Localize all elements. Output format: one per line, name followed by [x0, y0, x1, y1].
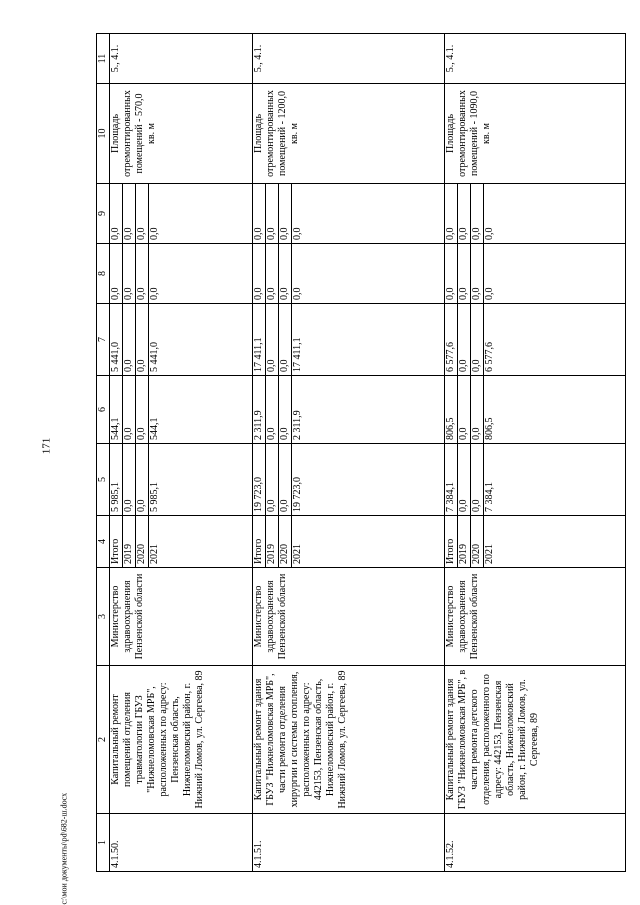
- local-budget-value: 0,0: [123, 244, 136, 303]
- regional-budget: [253, 376, 445, 444]
- local-budget-value: 0,0: [471, 244, 484, 303]
- local-budget-value: 0,0: [110, 244, 123, 303]
- total-funding: [445, 444, 626, 516]
- total-funding-value: 19 723,0: [292, 477, 303, 512]
- year-cell: [445, 516, 626, 568]
- other-sources-value: 0,0: [445, 184, 458, 243]
- other-sources: [253, 184, 445, 244]
- federal-budget-value: 5 441,0: [149, 342, 160, 372]
- other-sources: [110, 184, 253, 244]
- other-sources-value: 0,0: [458, 184, 471, 243]
- year-cell-value: Итого: [110, 516, 123, 567]
- result-indicator: Площадь отремонтированных помещений - 570,0 кв. м: [110, 84, 253, 184]
- other-sources: [445, 184, 626, 244]
- federal-budget: [445, 304, 626, 376]
- year-cell-value: 2019: [123, 516, 136, 567]
- other-sources-value: 0,0: [266, 184, 279, 243]
- local-budget: [445, 244, 626, 304]
- program-table: [96, 33, 626, 872]
- page-number: 171: [40, 437, 53, 455]
- federal-budget: [110, 304, 253, 376]
- local-budget: [253, 244, 445, 304]
- local-budget-value: 0,0: [266, 244, 279, 303]
- table-row: [110, 34, 253, 872]
- footer-file-path: c:\мои документы\pd\682-ш.docx: [59, 792, 69, 905]
- local-budget-value: 0,0: [484, 287, 495, 300]
- year-cell-value: 2019: [458, 516, 471, 567]
- link-code: 5., 4.1.: [110, 34, 253, 84]
- header-col-4: 4: [97, 516, 110, 568]
- federal-budget-value: 5 441,0: [110, 304, 123, 375]
- local-budget-value: 0,0: [136, 244, 149, 303]
- total-funding-value: 0,0: [123, 444, 136, 515]
- other-sources-value: 0,0: [136, 184, 149, 243]
- regional-budget-value: 0,0: [266, 376, 279, 443]
- federal-budget-value: 17 411,1: [292, 337, 303, 372]
- total-funding-value: 7 384,1: [484, 482, 495, 512]
- link-code: 5., 4.1.: [445, 34, 626, 84]
- regional-budget: [110, 376, 253, 444]
- year-cell-value: 2021: [484, 544, 495, 564]
- header-col-6: 6: [97, 376, 110, 444]
- total-funding-value: 19 723,0: [253, 444, 266, 515]
- local-budget-value: 0,0: [458, 244, 471, 303]
- row-number: 4.1.50.: [110, 814, 253, 872]
- total-funding-value: 0,0: [458, 444, 471, 515]
- regional-budget-value: 2 311,9: [292, 410, 303, 440]
- federal-budget: [253, 304, 445, 376]
- total-funding-value: 5 985,1: [110, 444, 123, 515]
- year-cell-value: 2020: [279, 516, 292, 567]
- year-cell: [253, 516, 445, 568]
- other-sources-value: 0,0: [471, 184, 484, 243]
- federal-budget-value: 6 577,6: [484, 342, 495, 372]
- measure-name: Капитальный ремонт здания ГБУЗ "Нижнеломовская МРБ", части ремонта отделения хирургии и системы отопления, расположенных по адресу: 442153, Пензенская область, Нижнеломовский район, г. Нижний Ломов, ул. Сергеева, 89: [253, 666, 445, 814]
- local-budget-value: 0,0: [292, 287, 303, 300]
- year-cell: [110, 516, 253, 568]
- link-code: 5., 4.1.: [253, 34, 445, 84]
- header-row: [97, 34, 110, 872]
- other-sources-value: 0,0: [279, 184, 292, 243]
- total-funding: [253, 444, 445, 516]
- row-number: 4.1.51.: [253, 814, 445, 872]
- responsible-org: Министерство здравоохранения Пензенской области: [253, 568, 445, 666]
- year-cell-value: Итого: [253, 516, 266, 567]
- federal-budget-value: 0,0: [279, 304, 292, 375]
- federal-budget-value: 0,0: [266, 304, 279, 375]
- regional-budget-value: 2 311,9: [253, 376, 266, 443]
- federal-budget-value: 0,0: [136, 304, 149, 375]
- local-budget-value: 0,0: [279, 244, 292, 303]
- year-cell-value: 2019: [266, 516, 279, 567]
- other-sources-value: 0,0: [484, 227, 495, 240]
- year-cell-value: 2021: [149, 544, 160, 564]
- responsible-org: Министерство здравоохранения Пензенской области: [110, 568, 253, 666]
- federal-budget-value: 0,0: [123, 304, 136, 375]
- header-col-8: 8: [97, 244, 110, 304]
- regional-budget-value: 806,5: [484, 417, 495, 440]
- total-funding-value: 0,0: [471, 444, 484, 515]
- header-col-7: 7: [97, 304, 110, 376]
- header-col-10: 10: [97, 84, 110, 184]
- table-row: [445, 34, 626, 872]
- year-cell-value: 2020: [471, 516, 484, 567]
- measure-name: Капитальный ремонт здания ГБУЗ "Нижнеломовская МРБ", в части ремонта детского отделения, расположенного по адресу: 442153, Пензенская область, Нижнеломовский район, г. Нижний Ломов, ул. Сергеева, 89: [445, 666, 626, 814]
- total-funding: [110, 444, 253, 516]
- result-indicator: Площадь отремонтированных помещений - 1200,0 кв. м: [253, 84, 445, 184]
- regional-budget-value: 0,0: [458, 376, 471, 443]
- header-col-9: 9: [97, 184, 110, 244]
- result-indicator: Площадь отремонтированных помещений - 1090,0 кв. м: [445, 84, 626, 184]
- header-col-1: 1: [97, 814, 110, 872]
- local-budget: [110, 244, 253, 304]
- federal-budget-value: 0,0: [458, 304, 471, 375]
- other-sources-value: 0,0: [292, 227, 303, 240]
- header-col-2: 2: [97, 666, 110, 814]
- other-sources-value: 0,0: [110, 184, 123, 243]
- total-funding-value: 0,0: [136, 444, 149, 515]
- header-col-11: 11: [97, 34, 110, 84]
- local-budget-value: 0,0: [445, 244, 458, 303]
- other-sources-value: 0,0: [123, 184, 136, 243]
- regional-budget-value: 806,5: [445, 376, 458, 443]
- regional-budget-value: 0,0: [279, 376, 292, 443]
- header-col-3: 3: [97, 568, 110, 666]
- program-table-rotated: [96, 34, 624, 872]
- year-cell-value: Итого: [445, 516, 458, 567]
- table-row: [253, 34, 445, 872]
- local-budget-value: 0,0: [149, 287, 160, 300]
- regional-budget-value: 544,1: [149, 417, 160, 440]
- row-number: 4.1.52.: [445, 814, 626, 872]
- local-budget-value: 0,0: [253, 244, 266, 303]
- regional-budget-value: 544,1: [110, 376, 123, 443]
- year-cell-value: 2021: [292, 544, 303, 564]
- total-funding-value: 7 384,1: [445, 444, 458, 515]
- regional-budget-value: 0,0: [136, 376, 149, 443]
- regional-budget-value: 0,0: [471, 376, 484, 443]
- other-sources-value: 0,0: [253, 184, 266, 243]
- federal-budget-value: 0,0: [471, 304, 484, 375]
- other-sources-value: 0,0: [149, 227, 160, 240]
- total-funding-value: 0,0: [279, 444, 292, 515]
- total-funding-value: 5 985,1: [149, 482, 160, 512]
- year-cell-value: 2020: [136, 516, 149, 567]
- responsible-org: Министерство здравоохранения Пензенской области: [445, 568, 626, 666]
- total-funding-value: 0,0: [266, 444, 279, 515]
- federal-budget-value: 6 577,6: [445, 304, 458, 375]
- header-col-5: 5: [97, 444, 110, 516]
- regional-budget: [445, 376, 626, 444]
- federal-budget-value: 17 411,1: [253, 304, 266, 375]
- measure-name: Капитальный ремонт помещений отделения травматологии ГБУЗ "Нижнеломовская МРБ", расположенных по адресу: Пензенская область, Нижнеломовский район, г. Нижний Ломов, ул. Сергеева, 89: [110, 666, 253, 814]
- regional-budget-value: 0,0: [123, 376, 136, 443]
